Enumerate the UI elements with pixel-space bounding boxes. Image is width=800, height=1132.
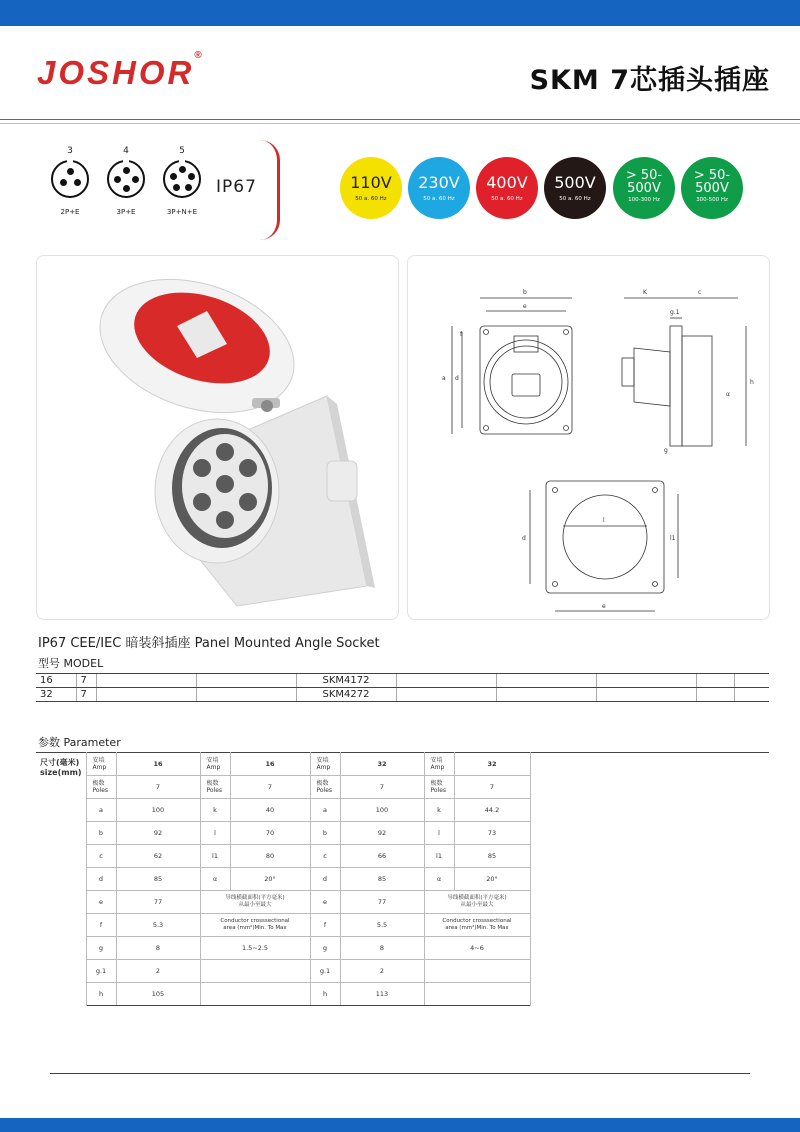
technical-drawing-panel bbox=[407, 255, 770, 620]
table-row: f 5.3 Conductor crosssectional area (mm²)Min. To Max f 5.5 Conductor crosssectional area (mm²)Min. To Max bbox=[36, 914, 769, 937]
red-bracket bbox=[258, 140, 280, 240]
table-row: 16 7 SKM4172 bbox=[36, 674, 769, 688]
svg-text:d: d bbox=[522, 535, 526, 542]
header-divider-thin bbox=[0, 123, 800, 124]
svg-text:a: a bbox=[442, 375, 446, 382]
table-row: g.1 2 g.1 2 bbox=[36, 960, 769, 983]
table-row: d 85 α 20° d 85 α 20° bbox=[36, 868, 769, 891]
svg-text:b: b bbox=[523, 289, 527, 296]
table-row: b 92 l 70 b 92 l 73 bbox=[36, 822, 769, 845]
product-title: IP67 CEE/IEC 暗装斜插座 Panel Mounted Angle Socket bbox=[38, 636, 380, 651]
svg-text:e: e bbox=[602, 603, 606, 610]
svg-text:l: l bbox=[603, 517, 605, 524]
ip-rating: IP67 bbox=[216, 177, 257, 197]
svg-text:h: h bbox=[750, 379, 754, 386]
svg-text:c: c bbox=[698, 289, 702, 296]
voltage-badge: 400V 50 a. 60 Hz bbox=[476, 157, 538, 219]
voltage-badge: 500V 50 a. 60 Hz bbox=[544, 157, 606, 219]
voltage-badge: 110V 50 a. 60 Hz bbox=[340, 157, 402, 219]
pin-config-4: 4 3P+E bbox=[96, 146, 156, 216]
socket-5pin-icon bbox=[163, 160, 201, 198]
table-row: 32 7 SKM4272 bbox=[36, 688, 769, 702]
parameter-table bbox=[36, 752, 769, 1006]
conductor-note-16: 导线横截面积(平方毫米) 从最小至最大 bbox=[200, 891, 310, 914]
svg-text:d: d bbox=[455, 375, 459, 382]
table-row: a 100 k 40 a 100 k 44.2 bbox=[36, 799, 769, 822]
voltage-badge: > 50- 500V 300-500 Hz bbox=[681, 157, 743, 219]
table-row: 极数 Poles 7 极数 Poles 7 极数 Poles 7 极数 Poles 7 bbox=[36, 776, 769, 799]
top-bar bbox=[0, 0, 800, 26]
socket-product-image bbox=[37, 256, 400, 621]
parameter-label: 参数 Parameter bbox=[38, 736, 121, 749]
bottom-bar bbox=[0, 1118, 800, 1132]
svg-text:K: K bbox=[643, 289, 647, 296]
model-table bbox=[36, 673, 769, 702]
footer-divider bbox=[50, 1073, 750, 1074]
table-row: c 62 l1 80 c 66 l1 85 bbox=[36, 845, 769, 868]
brand-logo: JOSHOR® bbox=[37, 50, 202, 91]
svg-text:f: f bbox=[460, 331, 463, 338]
conductor-note-32: 导线横截面积(平方毫米) 从最小至最大 bbox=[424, 891, 530, 914]
socket-4pin-icon bbox=[107, 160, 145, 198]
svg-text:g.1: g.1 bbox=[670, 309, 680, 316]
dimension-drawing bbox=[408, 256, 771, 621]
svg-text:g: g bbox=[664, 447, 668, 454]
voltage-badge: 230V 50 a. 60 Hz bbox=[408, 157, 470, 219]
svg-text:l1: l1 bbox=[670, 535, 676, 542]
page-title: SKM 7芯插头插座 bbox=[529, 65, 770, 96]
svg-text:e: e bbox=[523, 303, 527, 310]
table-row: e 77 导线横截面积(平方毫米) 从最小至最大 e 77 导线横截面积(平方毫米) 从最小至最大 bbox=[36, 891, 769, 914]
socket-3pin-icon bbox=[51, 160, 89, 198]
svg-text:α: α bbox=[726, 391, 730, 398]
voltage-badge: > 50- 500V 100-300 Hz bbox=[613, 157, 675, 219]
pin-config-3: 3 2P+E bbox=[40, 146, 100, 216]
model-label: 型号 MODEL bbox=[38, 657, 104, 670]
table-row: g 8 1.5~2.5 g 8 4~6 bbox=[36, 937, 769, 960]
table-row: h 105 h 113 bbox=[36, 983, 769, 1006]
pin-config-5: 5 3P+N+E bbox=[152, 146, 212, 216]
table-row: 尺寸(毫米) size(mm) 安培 Amp 16 安培 Amp 16 安培 Amp 32 安培 Amp 32 bbox=[36, 753, 769, 776]
header-divider bbox=[0, 119, 800, 120]
product-photo-panel bbox=[36, 255, 399, 620]
